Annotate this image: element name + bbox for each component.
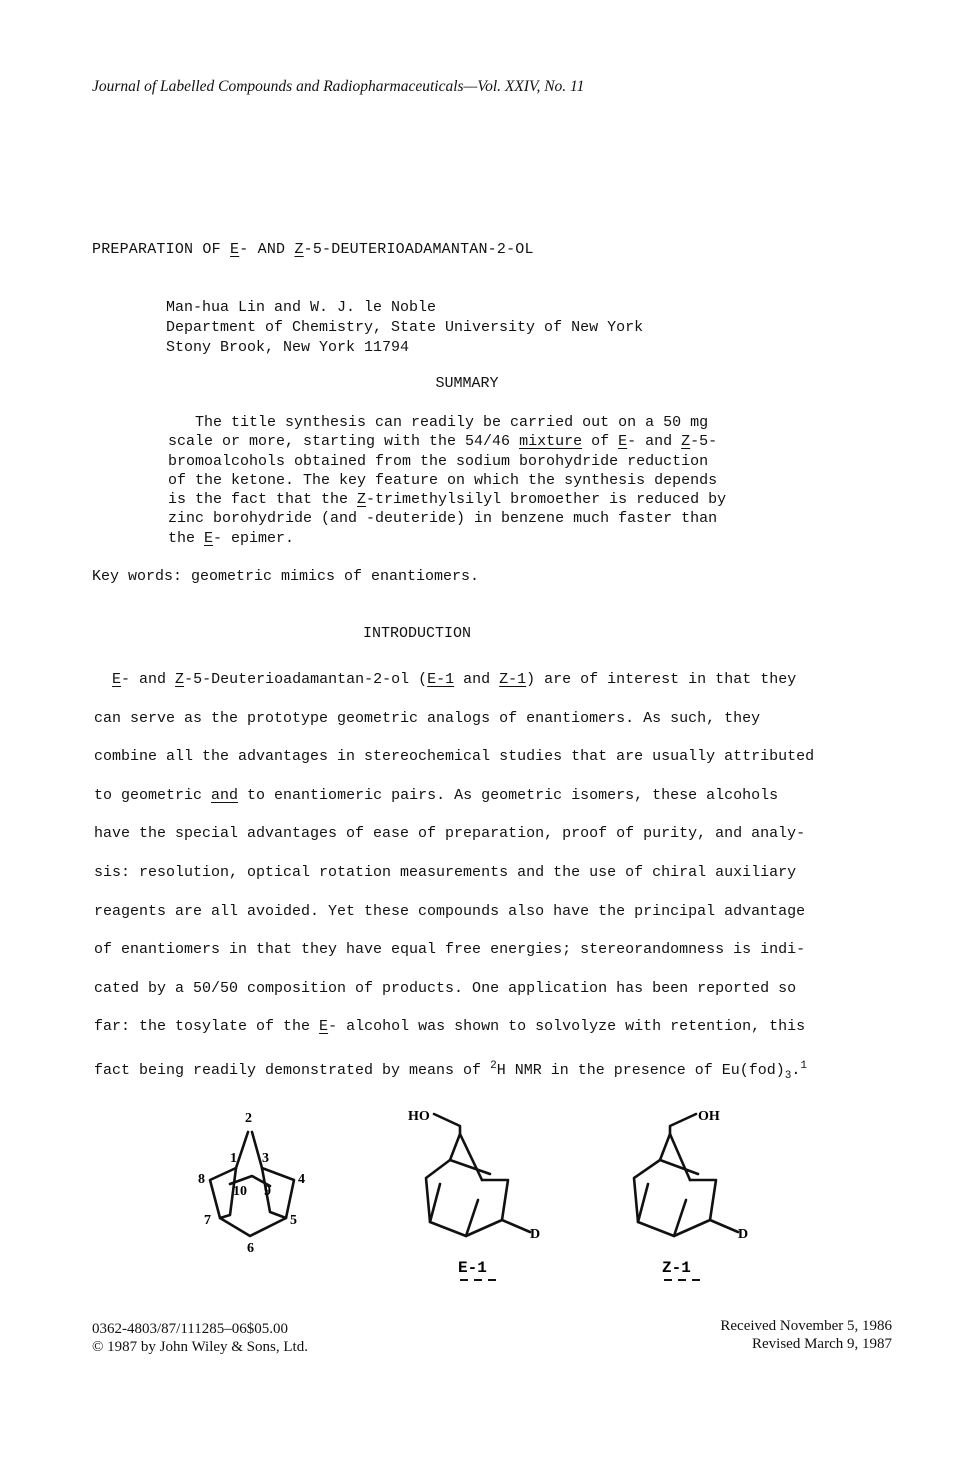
article-title: PREPARATION OF E- AND Z-5-DEUTERIOADAMANTAN-2-OL (92, 241, 534, 258)
intro-line: to geometric and to enantiomeric pairs. As geometric isomers, these alcohols (94, 786, 779, 804)
author-block (166, 298, 643, 358)
summary-line: scale or more, starting with the 54/46 mixture of E- and Z-5- (168, 433, 718, 451)
e1-deuterium-label: D (530, 1227, 541, 1242)
intro-line: combine all the advantages in stereochemical studies that are usually attributed (94, 748, 815, 766)
journal-header: Journal of Labelled Compounds and Radiopharmaceuticals—Vol. XXIV, No. 11 (92, 78, 585, 95)
atom-number-4: 4 (298, 1172, 305, 1187)
author-address: Stony Brook, New York 11794 (166, 339, 410, 356)
intro-line: have the special advantages of ease of preparation, proof of purity, and analy- (94, 825, 806, 843)
z1-structure (634, 1114, 738, 1236)
footer-copyright: © 1987 by John Wiley & Sons, Ltd. (92, 1339, 308, 1355)
atom-number-10: 10 (233, 1184, 247, 1199)
z1-hydroxyl-label: OH (698, 1109, 720, 1124)
footer-dates (720, 1317, 892, 1353)
intro-line: far: the tosylate of the E- alcohol was shown to solvolyze with retention, this (94, 1018, 806, 1036)
summary-line: bromoalcohols obtained from the sodium borohydride reduction (168, 452, 709, 470)
introduction-heading: INTRODUCTION (362, 625, 472, 642)
intro-line: reagents are all avoided. Yet these compounds also have the principal advantage (94, 902, 806, 920)
atom-number-8: 8 (198, 1172, 205, 1187)
z1-deuterium-label: D (738, 1227, 749, 1242)
z1-compound-label: Z-1 (662, 1259, 691, 1277)
e1-compound-label: E-1 (458, 1259, 487, 1277)
intro-line: fact being readily demonstrated by means of $^2$H NMR in the presence of $Eu(fod)_3.^1$ (94, 1059, 807, 1082)
atom-number-1: 1 (230, 1151, 237, 1166)
atom-number-9: 9 (264, 1184, 271, 1199)
atom-number-2: 2 (245, 1111, 252, 1126)
intro-line: can serve as the prototype geometric analogs of enantiomers. As such, they (94, 709, 761, 727)
structure-figure (190, 1100, 770, 1290)
e1-structure (426, 1114, 530, 1236)
atom-number-3: 3 (262, 1151, 269, 1166)
revised-date: Revised March 9, 1987 (752, 1336, 892, 1352)
author-names: Man-hua Lin and W. J. le Noble (166, 299, 437, 316)
e1-hydroxyl-label: HO (408, 1109, 430, 1124)
summary-line: of the ketone. The key feature on which the synthesis depends (168, 471, 718, 489)
atom-number-7: 7 (204, 1213, 211, 1228)
footer-code: 0362-4803/87/111285–06$05.00 (92, 1321, 288, 1337)
key-words: Key words: geometric mimics of enantiomers. (92, 568, 480, 585)
atom-number-5: 5 (290, 1213, 297, 1228)
intro-line: E- and Z-5-Deuterioadamantan-2-ol (E-1 and Z-1) are of interest in that they (112, 671, 797, 688)
atom-number-6: 6 (247, 1241, 254, 1256)
summary-line: the E- epimer. (168, 529, 295, 547)
summary-line: is the fact that the Z-trimethylsilyl bromoether is reduced by (168, 491, 727, 509)
summary-heading: SUMMARY (435, 375, 499, 392)
adamantane-numbering-structure (210, 1132, 294, 1236)
summary-line: The title synthesis can readily be carried out on a 50 mg (168, 414, 709, 431)
intro-line: sis: resolution, optical rotation measurements and the use of chiral auxiliary (94, 863, 797, 881)
intro-line: cated by a 50/50 composition of products. One application has been reported so (94, 979, 797, 997)
introduction-text (94, 661, 814, 1096)
summary-line: zinc borohydride (and -deuteride) in benzene much faster than (168, 510, 718, 528)
author-department: Department of Chemistry, State University of New York (166, 319, 644, 336)
intro-line: of enantiomers in that they have equal free energies; stereorandomness is indi- (94, 941, 806, 959)
footer-publication-info (92, 1320, 308, 1356)
summary-text (168, 413, 726, 548)
received-date: Received November 5, 1986 (720, 1318, 892, 1334)
